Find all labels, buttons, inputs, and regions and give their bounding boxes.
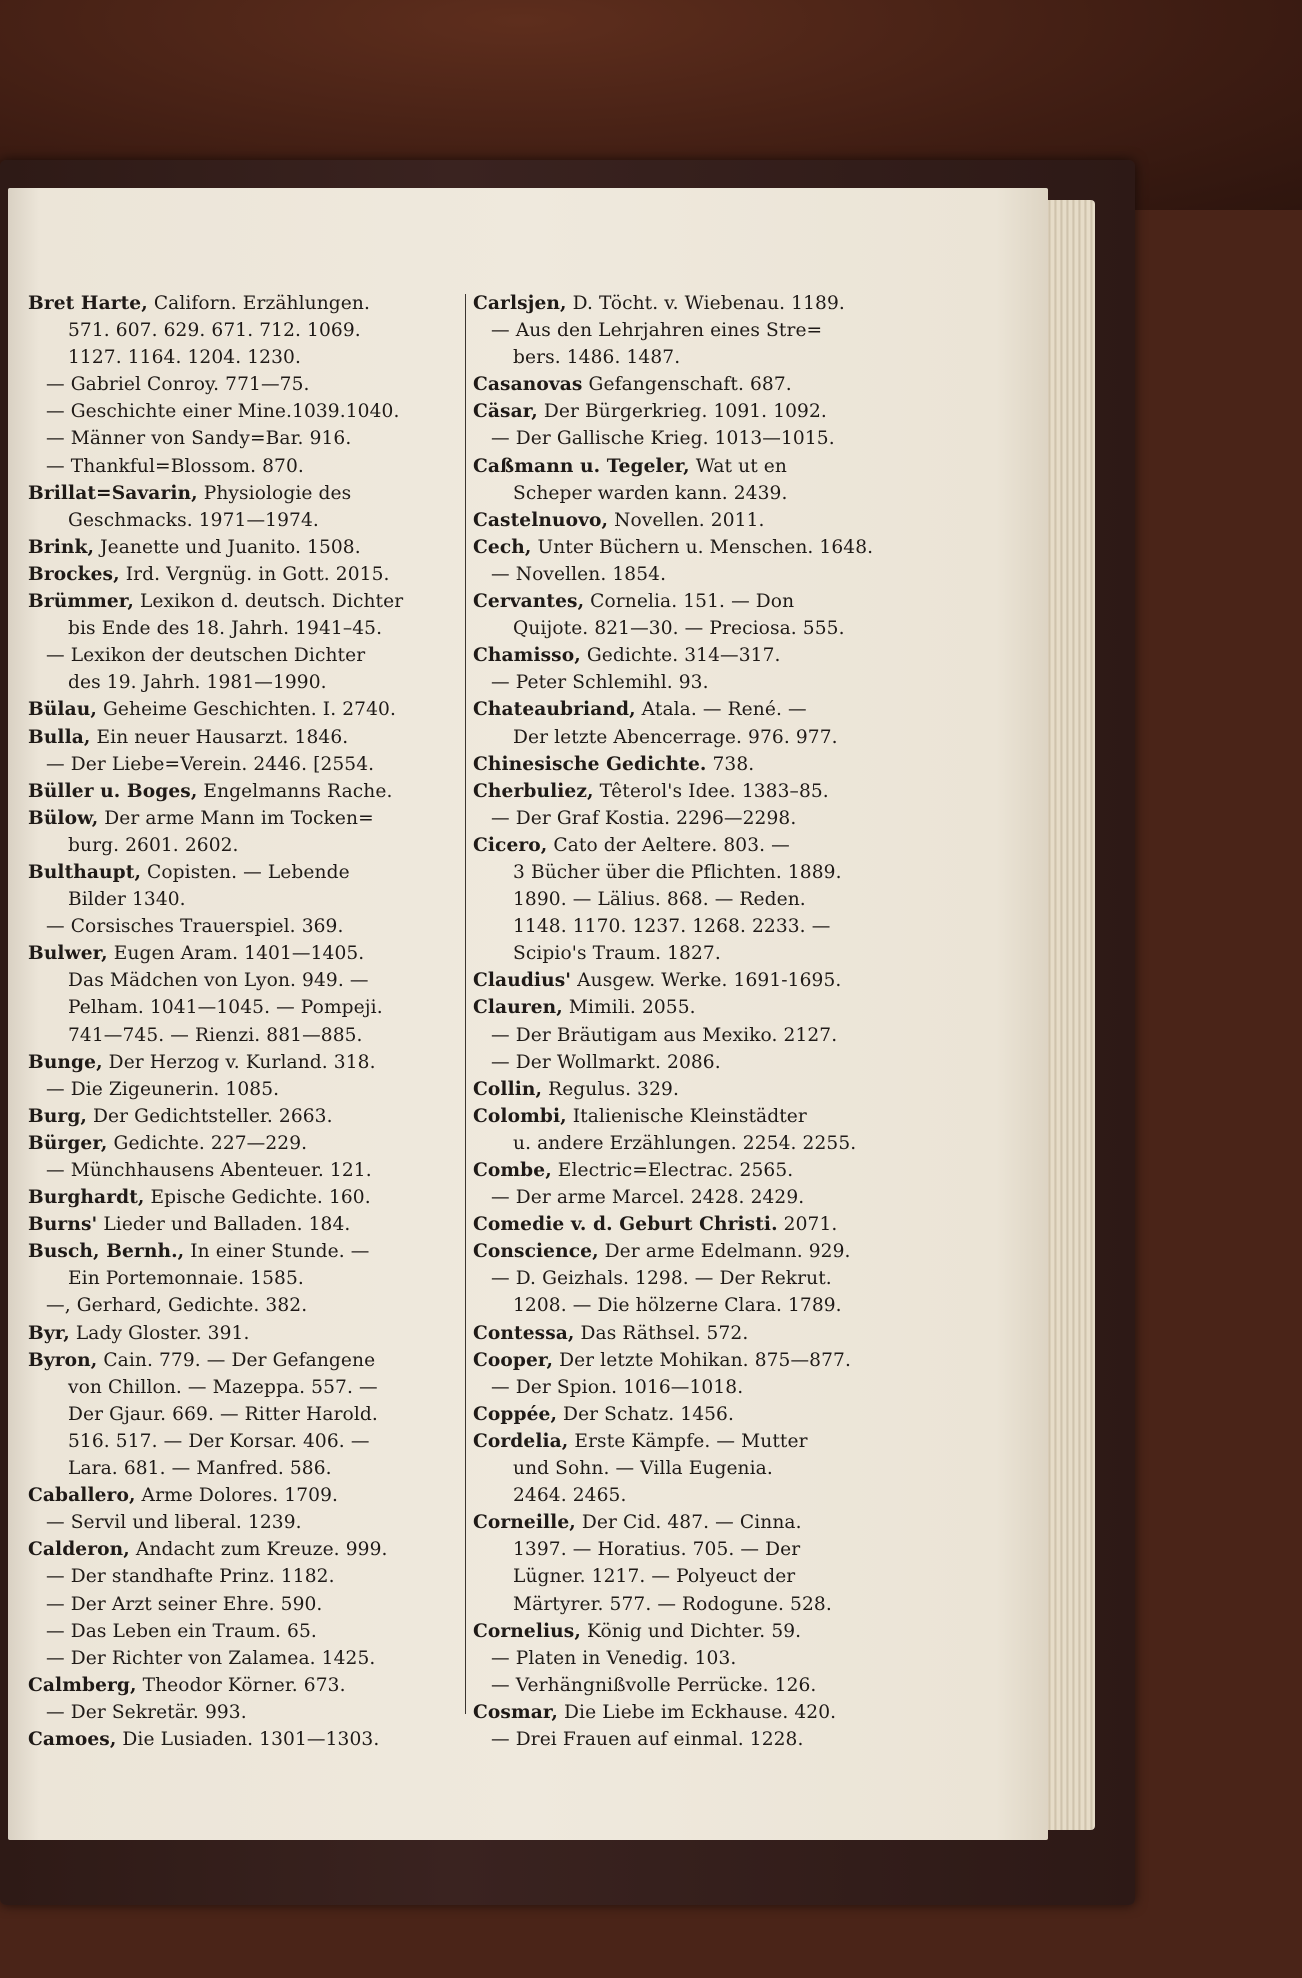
index-line — [473, 669, 921, 696]
entry-text: Das Mädchen von Lyon. 949. — — [68, 970, 369, 992]
entry-author: Camoes, — [28, 1728, 117, 1750]
index-line — [28, 1103, 476, 1130]
entry-text: Regulus. 329. — [542, 1078, 679, 1100]
index-line — [28, 940, 476, 967]
entry-text: Wat ut en — [689, 455, 787, 477]
index-line — [473, 480, 921, 507]
index-line — [28, 967, 476, 994]
left-column — [28, 290, 476, 1753]
index-line — [28, 1130, 476, 1157]
index-line — [28, 398, 476, 425]
index-line — [473, 1211, 921, 1238]
index-line — [473, 642, 921, 669]
entry-author: Caballero, — [28, 1485, 136, 1507]
entry-text: — Peter Schlemihl. 93. — [491, 672, 709, 694]
entry-author: Carlsjen, — [473, 293, 567, 314]
entry-author: Bret Harte, — [28, 293, 148, 314]
entry-author: Bülow, — [28, 807, 99, 829]
entry-text: — Der Graf Kostia. 2296—2298. — [491, 807, 797, 829]
index-line — [28, 480, 476, 507]
entry-text: Lara. 681. — Manfred. 586. — [68, 1458, 332, 1480]
index-line — [28, 859, 476, 886]
entry-text: — Der Bräutigam aus Mexiko. 2127. — [491, 1024, 838, 1046]
index-line — [473, 724, 921, 751]
entry-author: Chamisso, — [473, 645, 581, 667]
index-line — [28, 344, 476, 371]
entry-text: — Corsisches Trauerspiel. 369. — [46, 916, 344, 938]
entry-author: Colombi, — [473, 1105, 567, 1127]
entry-text: Gefangenschaft. 687. — [582, 374, 792, 396]
entry-text: Lieder und Balladen. 184. — [97, 1214, 351, 1236]
index-line — [28, 805, 476, 832]
entry-text: Ird. Vergnüg. in Gott. 2015. — [119, 563, 390, 585]
index-line — [28, 1374, 476, 1401]
index-line — [28, 1536, 476, 1563]
entry-author: Cherbuliez, — [473, 780, 594, 802]
entry-author: Cosmar, — [473, 1701, 559, 1723]
entry-text: 741—745. — Rienzi. 881—885. — [68, 1024, 363, 1046]
index-line — [473, 453, 921, 480]
entry-text: Der letzte Abencerrage. 976. 977. — [513, 726, 838, 748]
entry-author: Brümmer, — [28, 591, 134, 613]
index-line — [28, 778, 476, 805]
entry-text: Mimili. 2055. — [562, 997, 696, 1019]
index-line — [28, 1726, 476, 1753]
entry-text: Der Gedichtsteller. 2663. — [87, 1105, 333, 1127]
index-line — [28, 1482, 476, 1509]
entry-text: Scheper warden kann. 2439. — [513, 482, 788, 504]
entry-text: u. andere Erzählungen. 2254. 2255. — [513, 1132, 857, 1154]
entry-author: Burg, — [28, 1105, 88, 1127]
entry-text: — Männer von Sandy=Bar. 916. — [46, 428, 352, 450]
index-line — [28, 1184, 476, 1211]
index-line — [28, 615, 476, 642]
index-line — [28, 290, 476, 317]
right-column — [473, 290, 921, 1753]
index-line — [473, 1022, 921, 1049]
entry-author: Bürger, — [28, 1132, 108, 1154]
entry-author: Bulwer, — [28, 943, 108, 965]
index-line — [28, 561, 476, 588]
entry-text: von Chillon. — Mazeppa. 557. — — [68, 1376, 378, 1398]
index-line — [473, 778, 921, 805]
index-line — [473, 940, 921, 967]
entry-text: — Servil und liberal. 1239. — [46, 1512, 302, 1534]
index-line — [28, 371, 476, 398]
entry-text: Ausgew. Werke. 1691-1695. — [571, 970, 842, 992]
entry-author: Claudius' — [473, 970, 572, 992]
entry-text: Cornelia. 151. — Don — [584, 591, 795, 613]
index-line — [473, 1265, 921, 1292]
entry-text: Märtyrer. 577. — Rodogune. 528. — [513, 1593, 832, 1615]
entry-text: Geschmacks. 1971—1974. — [68, 509, 319, 531]
index-line — [28, 1292, 476, 1319]
entry-text: —, Gerhard, Gedichte. 382. — [46, 1295, 308, 1317]
entry-author: Calmberg, — [28, 1674, 137, 1696]
index-line — [28, 1591, 476, 1618]
index-line — [473, 1672, 921, 1699]
entry-text: Theodor Körner. 673. — [136, 1674, 346, 1696]
entry-author: Coppée, — [473, 1403, 558, 1425]
entry-text: Ein neuer Hausarzt. 1846. — [90, 726, 349, 748]
index-line — [473, 534, 921, 561]
index-line — [28, 1320, 476, 1347]
entry-text: — Münchhausens Abenteuer. 121. — [46, 1160, 372, 1181]
index-line — [28, 886, 476, 913]
entry-text: — Aus den Lehrjahren eines Stre= — [491, 320, 823, 342]
index-line — [473, 1320, 921, 1347]
entry-author: Collin, — [473, 1078, 543, 1100]
entry-text: Der Gjaur. 669. — Ritter Harold. — [68, 1403, 378, 1425]
index-line — [473, 1726, 921, 1753]
index-line — [473, 1184, 921, 1211]
index-line — [473, 371, 921, 398]
entry-author: Brillat=Savarin, — [28, 482, 198, 504]
entry-author: Cicero, — [473, 834, 548, 856]
entry-text: 738. — [706, 753, 755, 775]
entry-text: Pelham. 1041—1045. — Pompeji. — [68, 997, 383, 1019]
entry-text: Cain. 779. — Der Gefangene — [97, 1349, 376, 1371]
index-line — [28, 1265, 476, 1292]
index-line — [473, 507, 921, 534]
entry-author: Caßmann u. Tegeler, — [473, 455, 690, 477]
index-line — [28, 994, 476, 1021]
entry-text: und Sohn. — Villa Eugenia. — [513, 1458, 773, 1480]
entry-author: Burns' — [28, 1214, 98, 1236]
entry-author: Byron, — [28, 1349, 98, 1371]
index-line — [28, 669, 476, 696]
entry-text: Quijote. 821—30. — Preciosa. 555. — [513, 618, 845, 640]
entry-author: Burghardt, — [28, 1187, 145, 1209]
index-line — [473, 1536, 921, 1563]
index-line — [473, 1049, 921, 1076]
index-line — [28, 1076, 476, 1103]
entry-text: burg. 2601. 2602. — [68, 834, 239, 856]
entry-text: 2071. — [777, 1214, 838, 1236]
book-page — [8, 188, 1048, 1840]
entry-author: Calderon, — [28, 1539, 130, 1561]
entry-text: — Der Gallische Krieg. 1013—1015. — [491, 428, 835, 450]
index-line — [28, 1509, 476, 1536]
entry-text: Gedichte. 227—229. — [107, 1132, 308, 1154]
entry-author: Corneille, — [473, 1512, 576, 1534]
index-line — [28, 751, 476, 778]
entry-text: — Lexikon der deutschen Dichter — [46, 645, 366, 667]
index-line — [28, 1699, 476, 1726]
entry-text: Têterol's Idee. 1383–85. — [593, 780, 829, 802]
index-line — [473, 1157, 921, 1184]
entry-author: Bulthaupt, — [28, 861, 142, 883]
entry-text: Copisten. — Lebende — [141, 861, 350, 883]
entry-author: Comedie v. d. Geburt Christi. — [473, 1214, 778, 1236]
index-line — [28, 425, 476, 452]
index-line — [473, 615, 921, 642]
entry-text: — Novellen. 1854. — [491, 563, 667, 585]
index-line — [28, 1401, 476, 1428]
index-line — [473, 290, 921, 317]
entry-text: 1890. — Lälius. 868. — Reden. — [513, 889, 806, 911]
index-line — [28, 588, 476, 615]
entry-text: 1208. — Die hölzerne Clara. 1789. — [513, 1295, 842, 1317]
entry-author: Contessa, — [473, 1322, 575, 1344]
entry-author: Cech, — [473, 536, 532, 558]
index-line — [473, 994, 921, 1021]
index-line — [473, 1563, 921, 1590]
entry-text: Erste Kämpfe. — Mutter — [568, 1430, 808, 1452]
entry-text: Der Schatz. 1456. — [557, 1403, 734, 1425]
entry-text: Die Liebe im Eckhause. 420. — [558, 1701, 837, 1723]
entry-author: Combe, — [473, 1160, 552, 1181]
entry-text: Novellen. 2011. — [608, 509, 765, 531]
entry-author: Byr, — [28, 1322, 70, 1344]
entry-text: 2464. 2465. — [513, 1485, 627, 1507]
index-line — [473, 1509, 921, 1536]
index-line — [473, 1645, 921, 1672]
entry-text: — Der Spion. 1016—1018. — [491, 1376, 744, 1398]
index-line — [28, 832, 476, 859]
entry-text: — Der arme Marcel. 2428. 2429. — [491, 1187, 805, 1209]
entry-text: König und Dichter. 59. — [580, 1620, 802, 1642]
index-line — [473, 425, 921, 452]
index-line — [473, 1103, 921, 1130]
entry-text: des 19. Jahrh. 1981—1990. — [68, 672, 327, 694]
entry-author: Chinesische Gedichte. — [473, 753, 707, 775]
entry-author: Bulla, — [28, 726, 91, 748]
index-line — [28, 453, 476, 480]
index-line — [28, 1563, 476, 1590]
index-line — [28, 696, 476, 723]
index-line — [473, 859, 921, 886]
index-line — [28, 642, 476, 669]
index-line — [473, 1401, 921, 1428]
index-line — [473, 1076, 921, 1103]
entry-text: Eugen Aram. 1401—1405. — [107, 943, 365, 965]
index-line — [473, 832, 921, 859]
entry-author: Cornelius, — [473, 1620, 581, 1642]
index-line — [473, 344, 921, 371]
entry-author: Busch, Bernh., — [28, 1241, 185, 1263]
entry-text: Lügner. 1217. — Polyeuct der — [513, 1566, 796, 1588]
entry-text: — Geschichte einer Mine.1039.1040. — [46, 401, 400, 423]
entry-text: 516. 517. — Der Korsar. 406. — — [68, 1430, 370, 1452]
index-line — [28, 534, 476, 561]
entry-author: Clauren, — [473, 997, 563, 1019]
index-line — [473, 696, 921, 723]
entry-text: Epische Gedichte. 160. — [144, 1187, 371, 1209]
entry-text: — Der Arzt seiner Ehre. 590. — [46, 1593, 323, 1615]
entry-text: Jeanette und Juanito. 1508. — [94, 536, 361, 558]
entry-text: — Verhängnißvolle Perrücke. 126. — [491, 1674, 817, 1696]
index-line — [28, 1455, 476, 1482]
entry-text: Atala. — René. — — [635, 699, 807, 721]
entry-text: Andacht zum Kreuze. 999. — [129, 1539, 388, 1561]
index-line — [28, 1238, 476, 1265]
index-line — [28, 913, 476, 940]
entry-text: Der Bürgerkrieg. 1091. 1092. — [537, 401, 827, 423]
entry-text: Der arme Edelmann. 929. — [598, 1241, 851, 1263]
index-line — [473, 1699, 921, 1726]
entry-text: Engelmanns Rache. — [197, 780, 393, 802]
entry-text: — Drei Frauen auf einmal. 1228. — [491, 1728, 804, 1750]
entry-text: — Thankful=Blossom. 870. — [46, 455, 304, 477]
index-line — [28, 1618, 476, 1645]
entry-text: 1127. 1164. 1204. 1230. — [68, 347, 301, 369]
entry-text: 1148. 1170. 1237. 1268. 2233. — — [513, 916, 831, 938]
entry-text: Das Räthsel. 572. — [574, 1322, 749, 1344]
index-line — [473, 913, 921, 940]
entry-text: — Die Zigeunerin. 1085. — [46, 1078, 280, 1100]
index-line — [473, 1618, 921, 1645]
index-line — [28, 1211, 476, 1238]
entry-text: — Platen in Venedig. 103. — [491, 1647, 737, 1669]
entry-text: Lady Gloster. 391. — [69, 1322, 250, 1344]
entry-text: Scipio's Traum. 1827. — [513, 943, 721, 965]
index-line — [28, 507, 476, 534]
entry-text: Unter Büchern u. Menschen. 1648. — [531, 536, 874, 558]
entry-text: — Der Richter von Zalamea. 1425. — [46, 1647, 376, 1669]
entry-text: D. Töcht. v. Wiebenau. 1189. — [566, 293, 845, 314]
index-line — [473, 1292, 921, 1319]
index-line — [473, 1455, 921, 1482]
entry-text: Italienische Kleinstädter — [566, 1105, 807, 1127]
entry-text: — Der Liebe=Verein. 2446. [2554. — [46, 753, 375, 775]
index-line — [473, 1374, 921, 1401]
index-line — [28, 1347, 476, 1374]
index-line — [28, 1428, 476, 1455]
entry-text: Physiologie des — [197, 482, 352, 504]
index-line — [28, 1645, 476, 1672]
entry-text: Der Cid. 487. — Cinna. — [575, 1512, 802, 1534]
index-line — [473, 1482, 921, 1509]
entry-text: Californ. Erzählungen. — [147, 293, 370, 314]
entry-author: Brockes, — [28, 563, 120, 585]
entry-text: Geheime Geschichten. I. 2740. — [96, 699, 396, 721]
entry-text: Der arme Mann im Tocken= — [98, 807, 374, 829]
column-divider — [465, 294, 466, 1714]
entry-text: bis Ende des 18. Jahrh. 1941–45. — [68, 618, 383, 640]
entry-text: — Gabriel Conroy. 771—75. — [46, 374, 310, 396]
entry-author: Castelnuovo, — [473, 509, 609, 531]
entry-author: Brink, — [28, 536, 95, 558]
entry-text: Der Herzog v. Kurland. 318. — [102, 1051, 376, 1073]
index-line — [28, 1049, 476, 1076]
entry-author: Chateaubriand, — [473, 699, 636, 721]
index-line — [28, 1022, 476, 1049]
index-line — [28, 317, 476, 344]
entry-text: Electric=Electrac. 2565. — [551, 1160, 794, 1181]
entry-text: Gedichte. 314—317. — [580, 645, 781, 667]
entry-text: — Der standhafte Prinz. 1182. — [46, 1566, 335, 1588]
entry-author: Conscience, — [473, 1241, 599, 1263]
entry-text: 571. 607. 629. 671. 712. 1069. — [68, 320, 361, 342]
entry-text: 1397. — Horatius. 705. — Der — [513, 1539, 801, 1561]
entry-text: Ein Portemonnaie. 1585. — [68, 1268, 304, 1290]
index-line — [473, 1130, 921, 1157]
entry-author: Cervantes, — [473, 591, 585, 613]
entry-author: Bülau, — [28, 699, 97, 721]
entry-text: Cato der Aeltere. 803. — — [547, 834, 790, 856]
entry-text: 3 Bücher über die Pflichten. 1889. — [513, 861, 842, 883]
index-line — [473, 317, 921, 344]
index-line — [28, 724, 476, 751]
index-line — [473, 751, 921, 778]
entry-text: In einer Stunde. — — [184, 1241, 370, 1263]
index-line — [473, 561, 921, 588]
index-line — [473, 1347, 921, 1374]
index-line — [473, 1238, 921, 1265]
entry-text: — Der Wollmarkt. 2086. — [491, 1051, 721, 1073]
entry-author: Cordelia, — [473, 1430, 569, 1452]
entry-text: Der letzte Mohikan. 875—877. — [553, 1349, 851, 1371]
index-line — [473, 588, 921, 615]
index-line — [28, 1157, 476, 1184]
index-line — [473, 805, 921, 832]
entry-text: — Das Leben ein Traum. 65. — [46, 1620, 317, 1642]
entry-author: Casanovas — [473, 374, 583, 396]
entry-author: Cäsar, — [473, 401, 538, 423]
entry-text: — Der Sekretär. 993. — [46, 1701, 247, 1723]
entry-author: Bunge, — [28, 1051, 103, 1073]
entry-text: Arme Dolores. 1709. — [135, 1485, 339, 1507]
entry-text: Lexikon d. deutsch. Dichter — [133, 591, 404, 613]
index-line — [473, 1428, 921, 1455]
index-line — [473, 886, 921, 913]
index-line — [28, 1672, 476, 1699]
index-line — [473, 1591, 921, 1618]
index-line — [473, 967, 921, 994]
index-line — [473, 398, 921, 425]
entry-text: Die Lusiaden. 1301—1303. — [116, 1728, 380, 1750]
entry-text: bers. 1486. 1487. — [513, 347, 681, 369]
entry-author: Büller u. Boges, — [28, 780, 198, 802]
entry-author: Cooper, — [473, 1349, 554, 1371]
entry-text: — D. Geizhals. 1298. — Der Rekrut. — [491, 1268, 832, 1290]
entry-text: Bilder 1340. — [68, 889, 186, 911]
